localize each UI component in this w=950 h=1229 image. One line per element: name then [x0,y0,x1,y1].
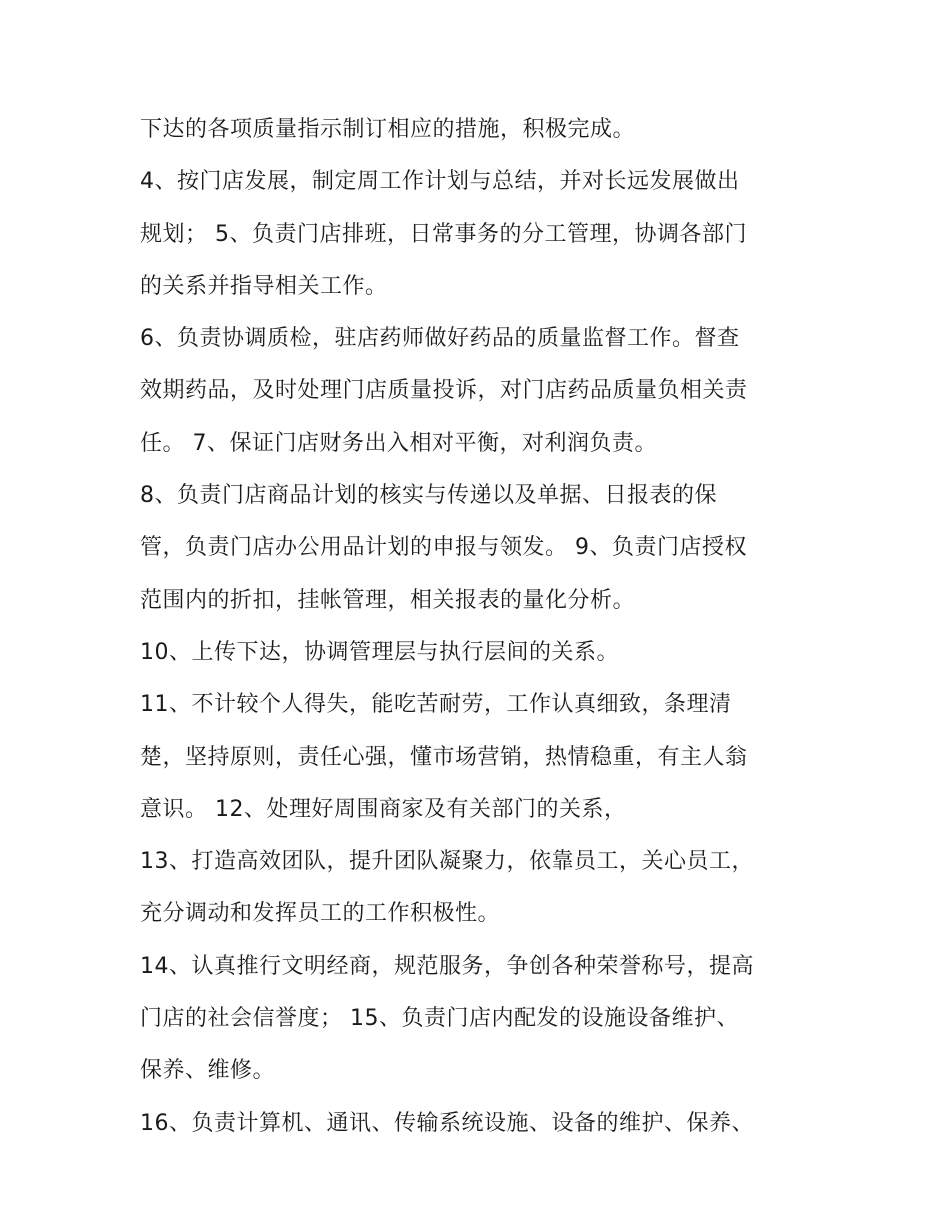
text-line: 范围内的折扣，挂帐管理，相关报表的量化分析。 [140,587,636,613]
text-line: 的关系并指导相关工作。 [140,273,388,299]
text-line: 6、负责协调质检，驻店药师做好药品的质量监督工作。督查 [140,326,740,352]
text-line: 4、按门店发展，制定周工作计划与总结，并对长远发展做出 [140,169,740,195]
body-text [140,108,820,1154]
text-line: 充分调动和发挥员工的工作积极性。 [140,901,501,927]
text-line: 保养、维修。 [140,1058,276,1084]
text-line: 13、打造高效团队，提升团队凝聚力，依靠员工，关心员工， [140,849,754,875]
text-line: 楚，坚持原则，责任心强，懂市场营销，热情稳重，有主人翁 [140,744,748,770]
text-line: 8、负责门店商品计划的核实与传递以及单据、日报表的保 [140,483,717,509]
text-line: 下达的各项质量指示制订相应的措施，积极完成。 [140,117,636,142]
text-line: 效期药品，及时处理门店质量投诉，对门店药品质量负相关责 [140,378,748,404]
text-line: 11、不计较个人得失，能吃苦耐劳，工作认真细致，条理清 [140,692,732,718]
text-line: 任。 7、保证门店财务出入相对平衡，对利润负责。 [140,430,657,456]
text-line: 意识。 12、处理好周围商家及有关部门的关系， [140,796,627,822]
text-line: 规划； 5、负责门店排班，日常事务的分工管理，协调各部门 [140,221,747,247]
text-line: 管，负责门店办公用品计划的申报与领发。 9、负责门店授权 [140,535,747,561]
text-line: 门店的社会信誉度； 15、负责门店内配发的设施设备维护、 [140,1006,739,1032]
text-line: 14、认真推行文明经商，规范服务，争创各种荣誉称号，提高 [140,953,754,979]
text-line: 10、上传下达，协调管理层与执行层间的关系。 [140,639,619,665]
text-line: 16、负责计算机、通讯、传输系统设施、设备的维护、保养、 [140,1110,754,1136]
